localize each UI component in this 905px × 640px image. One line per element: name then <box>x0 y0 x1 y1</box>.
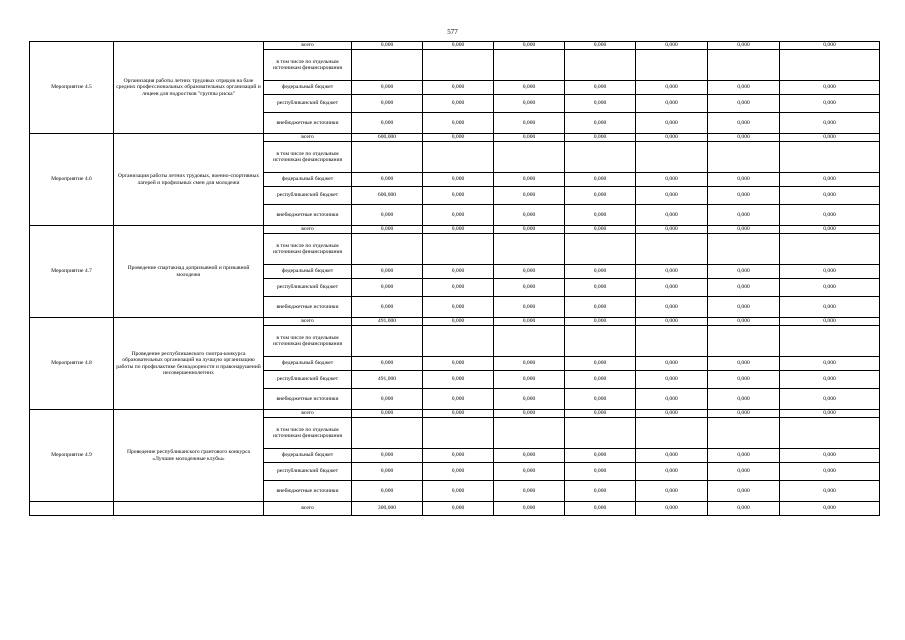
value-cell: 0,000 <box>708 173 780 187</box>
value-cell: 0,000 <box>565 81 636 95</box>
funding-source-cell: в том числе по отдельным источникам финансирования <box>264 50 352 81</box>
value-cell: 0,000 <box>636 113 708 134</box>
value-cell: 0,000 <box>352 42 423 50</box>
value-cell: 0,000 <box>494 265 565 279</box>
value-cell: 0,000 <box>636 318 708 326</box>
value-cell: 0,000 <box>780 279 880 297</box>
value-cell: 0,000 <box>565 318 636 326</box>
value-cell: 491,000 <box>352 371 423 389</box>
value-cell: 0,000 <box>636 297 708 318</box>
funding-source-cell: в том числе по отдельным источникам финансирования <box>264 326 352 357</box>
value-cell: 0,000 <box>780 481 880 502</box>
value-cell: 0,000 <box>636 463 708 481</box>
value-cell: 0,000 <box>780 410 880 418</box>
value-cell: 0,000 <box>708 279 780 297</box>
value-cell: 0,000 <box>708 134 780 142</box>
value-cell: 0,000 <box>423 297 494 318</box>
value-cell: 0,000 <box>636 389 708 410</box>
value-cell: 0,000 <box>352 81 423 95</box>
value-cell <box>423 418 494 449</box>
event-code-cell: Мероприятие 4.5 <box>30 42 114 134</box>
value-cell: 0,000 <box>636 81 708 95</box>
value-cell: 0,000 <box>423 113 494 134</box>
value-cell: 0,000 <box>565 265 636 279</box>
value-cell: 0,000 <box>708 42 780 50</box>
value-cell: 0,000 <box>423 502 494 516</box>
funding-source-cell: внебюджетные источники <box>264 389 352 410</box>
value-cell: 0,000 <box>708 449 780 463</box>
event-code-cell: Мероприятие 4.7 <box>30 226 114 318</box>
funding-source-cell: всего <box>264 502 352 516</box>
value-cell <box>565 50 636 81</box>
value-cell <box>636 234 708 265</box>
value-cell <box>636 50 708 81</box>
value-cell <box>780 50 880 81</box>
value-cell: 0,000 <box>494 95 565 113</box>
value-cell: 0,000 <box>352 265 423 279</box>
value-cell: 0,000 <box>708 297 780 318</box>
value-cell: 0,000 <box>494 502 565 516</box>
value-cell <box>494 326 565 357</box>
event-title-cell: Проведение спартакиад допризывной и призывной молодежи <box>114 226 264 318</box>
table-row <box>30 42 880 50</box>
table-row <box>30 226 880 234</box>
value-cell <box>780 418 880 449</box>
table-row <box>30 134 880 142</box>
value-cell: 0,000 <box>494 173 565 187</box>
value-cell <box>780 234 880 265</box>
value-cell <box>636 326 708 357</box>
value-cell: 0,000 <box>494 481 565 502</box>
value-cell <box>352 234 423 265</box>
value-cell: 0,000 <box>423 279 494 297</box>
value-cell: 0,000 <box>352 226 423 234</box>
value-cell: 0,000 <box>565 463 636 481</box>
value-cell: 0,000 <box>780 297 880 318</box>
value-cell: 0,000 <box>423 389 494 410</box>
value-cell: 0,000 <box>636 226 708 234</box>
value-cell: 0,000 <box>708 389 780 410</box>
value-cell: 0,000 <box>352 389 423 410</box>
value-cell: 0,000 <box>708 226 780 234</box>
value-cell: 0,000 <box>636 502 708 516</box>
value-cell <box>780 142 880 173</box>
value-cell: 0,000 <box>494 389 565 410</box>
value-cell <box>494 50 565 81</box>
value-cell: 0,000 <box>708 113 780 134</box>
value-cell <box>494 142 565 173</box>
funding-source-cell: в том числе по отдельным источникам финансирования <box>264 234 352 265</box>
table-row <box>30 410 880 418</box>
value-cell <box>780 326 880 357</box>
value-cell: 0,000 <box>494 297 565 318</box>
value-cell: 0,000 <box>565 205 636 226</box>
value-cell: 0,000 <box>423 226 494 234</box>
value-cell: 0,000 <box>780 95 880 113</box>
value-cell <box>708 142 780 173</box>
value-cell: 0,000 <box>780 449 880 463</box>
value-cell: 0,000 <box>423 42 494 50</box>
value-cell: 600,000 <box>352 187 423 205</box>
value-cell: 0,000 <box>352 95 423 113</box>
value-cell: 0,000 <box>780 318 880 326</box>
funding-source-cell: внебюджетные источники <box>264 113 352 134</box>
value-cell: 0,000 <box>708 502 780 516</box>
value-cell <box>708 418 780 449</box>
value-cell: 0,000 <box>780 81 880 95</box>
value-cell <box>565 326 636 357</box>
value-cell: 0,000 <box>708 463 780 481</box>
table-row <box>30 502 880 516</box>
value-cell: 0,000 <box>565 371 636 389</box>
value-cell: 0,000 <box>423 95 494 113</box>
value-cell <box>352 418 423 449</box>
event-code-cell: Мероприятие 4.9 <box>30 410 114 502</box>
value-cell: 0,000 <box>423 410 494 418</box>
funding-source-cell: федеральный бюджет <box>264 81 352 95</box>
budget-table <box>29 41 880 516</box>
value-cell: 0,000 <box>636 134 708 142</box>
value-cell: 0,000 <box>636 410 708 418</box>
table-row <box>30 318 880 326</box>
value-cell: 0,000 <box>636 481 708 502</box>
value-cell: 0,000 <box>780 173 880 187</box>
value-cell: 0,000 <box>423 357 494 371</box>
value-cell <box>352 142 423 173</box>
value-cell: 0,000 <box>423 371 494 389</box>
value-cell: 0,000 <box>780 463 880 481</box>
event-title-cell: Организация работы летних трудовых, военно-спортивных лагерей и профильных смен для молодежи <box>114 134 264 226</box>
value-cell: 0,000 <box>494 205 565 226</box>
value-cell <box>423 50 494 81</box>
value-cell: 0,000 <box>494 371 565 389</box>
value-cell: 0,000 <box>636 95 708 113</box>
value-cell: 0,000 <box>636 371 708 389</box>
value-cell: 0,000 <box>352 297 423 318</box>
value-cell: 491,000 <box>352 318 423 326</box>
value-cell <box>708 50 780 81</box>
value-cell: 0,000 <box>780 205 880 226</box>
funding-source-cell: федеральный бюджет <box>264 173 352 187</box>
funding-source-cell: всего <box>264 226 352 234</box>
value-cell: 0,000 <box>423 481 494 502</box>
value-cell: 0,000 <box>780 502 880 516</box>
value-cell <box>636 418 708 449</box>
value-cell: 0,000 <box>494 357 565 371</box>
value-cell: 0,000 <box>352 463 423 481</box>
value-cell <box>708 326 780 357</box>
value-cell: 600,000 <box>352 134 423 142</box>
page-number: 577 <box>447 28 458 36</box>
value-cell: 0,000 <box>494 134 565 142</box>
value-cell: 0,000 <box>565 389 636 410</box>
value-cell <box>708 234 780 265</box>
event-code-cell: Мероприятие 4.6 <box>30 134 114 226</box>
value-cell: 0,000 <box>352 410 423 418</box>
value-cell: 0,000 <box>494 81 565 95</box>
funding-source-cell: федеральный бюджет <box>264 265 352 279</box>
funding-source-cell: республиканский бюджет <box>264 95 352 113</box>
funding-source-cell: всего <box>264 318 352 326</box>
value-cell: 0,000 <box>494 226 565 234</box>
funding-source-cell: в том числе по отдельным источникам финансирования <box>264 418 352 449</box>
value-cell: 0,000 <box>708 318 780 326</box>
value-cell: 0,000 <box>780 113 880 134</box>
value-cell: 0,000 <box>423 187 494 205</box>
value-cell: 0,000 <box>780 371 880 389</box>
value-cell: 0,000 <box>636 205 708 226</box>
funding-source-cell: внебюджетные источники <box>264 205 352 226</box>
value-cell: 0,000 <box>636 449 708 463</box>
value-cell: 0,000 <box>565 226 636 234</box>
funding-source-cell: республиканский бюджет <box>264 187 352 205</box>
value-cell: 0,000 <box>708 81 780 95</box>
value-cell: 0,000 <box>352 279 423 297</box>
value-cell: 0,000 <box>780 42 880 50</box>
value-cell: 0,000 <box>708 265 780 279</box>
funding-source-cell: всего <box>264 410 352 418</box>
value-cell: 0,000 <box>780 357 880 371</box>
value-cell: 0,000 <box>565 95 636 113</box>
value-cell: 300,000 <box>352 502 423 516</box>
event-title-cell <box>114 502 264 516</box>
value-cell: 0,000 <box>780 389 880 410</box>
value-cell: 0,000 <box>708 410 780 418</box>
value-cell: 0,000 <box>565 42 636 50</box>
value-cell: 0,000 <box>708 187 780 205</box>
value-cell <box>565 418 636 449</box>
funding-source-cell: внебюджетные источники <box>264 481 352 502</box>
value-cell: 0,000 <box>352 113 423 134</box>
funding-source-cell: федеральный бюджет <box>264 357 352 371</box>
funding-source-cell: республиканский бюджет <box>264 371 352 389</box>
value-cell: 0,000 <box>565 502 636 516</box>
funding-source-cell: федеральный бюджет <box>264 449 352 463</box>
value-cell: 0,000 <box>352 357 423 371</box>
value-cell: 0,000 <box>780 265 880 279</box>
value-cell: 0,000 <box>494 318 565 326</box>
value-cell: 0,000 <box>565 357 636 371</box>
value-cell: 0,000 <box>565 279 636 297</box>
value-cell: 0,000 <box>565 481 636 502</box>
value-cell: 0,000 <box>708 205 780 226</box>
value-cell: 0,000 <box>423 318 494 326</box>
value-cell: 0,000 <box>780 226 880 234</box>
value-cell: 0,000 <box>352 481 423 502</box>
value-cell: 0,000 <box>636 173 708 187</box>
funding-source-cell: республиканский бюджет <box>264 279 352 297</box>
value-cell: 0,000 <box>636 279 708 297</box>
value-cell <box>565 142 636 173</box>
value-cell <box>423 234 494 265</box>
value-cell: 0,000 <box>423 81 494 95</box>
value-cell: 0,000 <box>565 134 636 142</box>
value-cell: 0,000 <box>565 297 636 318</box>
value-cell: 0,000 <box>565 173 636 187</box>
value-cell <box>423 142 494 173</box>
value-cell: 0,000 <box>494 449 565 463</box>
value-cell: 0,000 <box>494 113 565 134</box>
event-code-cell <box>30 502 114 516</box>
funding-source-cell: республиканский бюджет <box>264 463 352 481</box>
value-cell: 0,000 <box>636 42 708 50</box>
funding-source-cell: всего <box>264 42 352 50</box>
value-cell: 0,000 <box>708 95 780 113</box>
value-cell: 0,000 <box>780 187 880 205</box>
funding-source-cell: в том числе по отдельным источникам финансирования <box>264 142 352 173</box>
value-cell: 0,000 <box>423 265 494 279</box>
event-title-cell: Организация работы летних трудовых отрядов на базе средних профессиональных образовательных организаций и лицеев для подростков "группы риска" <box>114 42 264 134</box>
value-cell: 0,000 <box>494 187 565 205</box>
event-code-cell: Мероприятие 4.8 <box>30 318 114 410</box>
value-cell: 0,000 <box>708 481 780 502</box>
value-cell: 0,000 <box>352 205 423 226</box>
value-cell <box>565 234 636 265</box>
value-cell: 0,000 <box>636 357 708 371</box>
value-cell: 0,000 <box>423 463 494 481</box>
event-title-cell: Проведение республиканского грантового конкурса «Лучшие молодежные клубы» <box>114 410 264 502</box>
value-cell: 0,000 <box>565 449 636 463</box>
value-cell: 0,000 <box>494 42 565 50</box>
value-cell <box>636 142 708 173</box>
value-cell: 0,000 <box>494 463 565 481</box>
funding-source-cell: всего <box>264 134 352 142</box>
value-cell: 0,000 <box>636 265 708 279</box>
value-cell: 0,000 <box>780 134 880 142</box>
value-cell: 0,000 <box>636 187 708 205</box>
budget-table-body <box>30 42 880 516</box>
value-cell: 0,000 <box>708 371 780 389</box>
value-cell: 0,000 <box>423 134 494 142</box>
value-cell: 0,000 <box>565 113 636 134</box>
value-cell: 0,000 <box>494 410 565 418</box>
value-cell: 0,000 <box>565 187 636 205</box>
event-title-cell: Проведение республиканского смотра-конкурса образовательных организаций на лучшую организацию работы по профилактике безнадзорности и правонарушений несовершеннолетних <box>114 318 264 410</box>
funding-source-cell: внебюджетные источники <box>264 297 352 318</box>
value-cell: 0,000 <box>423 173 494 187</box>
value-cell: 0,000 <box>494 279 565 297</box>
value-cell <box>423 326 494 357</box>
value-cell: 0,000 <box>423 449 494 463</box>
value-cell: 0,000 <box>352 173 423 187</box>
value-cell <box>494 418 565 449</box>
value-cell <box>352 50 423 81</box>
value-cell: 0,000 <box>565 410 636 418</box>
value-cell: 0,000 <box>708 357 780 371</box>
value-cell <box>494 234 565 265</box>
value-cell: 0,000 <box>423 205 494 226</box>
value-cell <box>352 326 423 357</box>
value-cell: 0,000 <box>352 449 423 463</box>
